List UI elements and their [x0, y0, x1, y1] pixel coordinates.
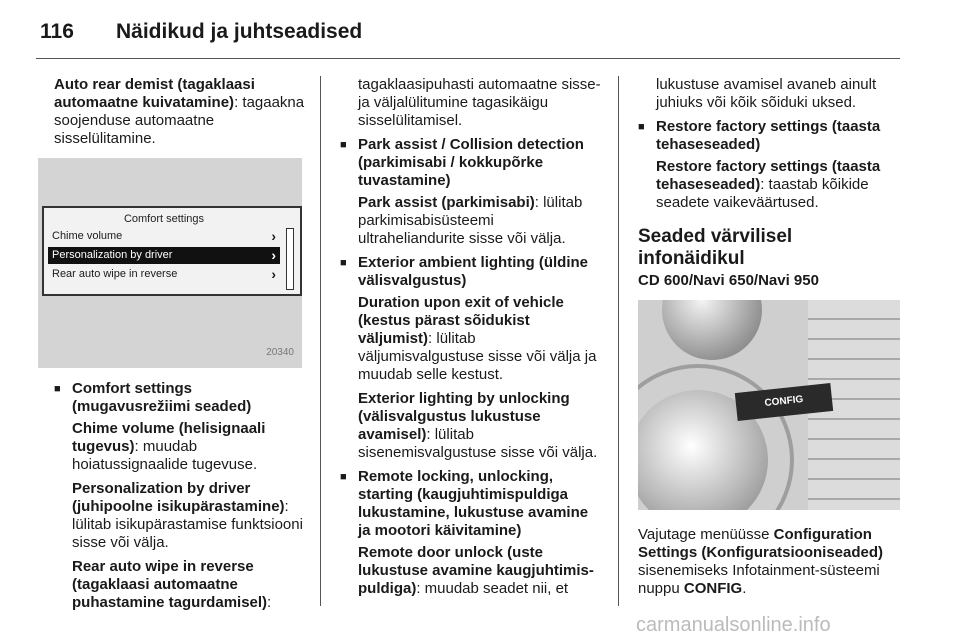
column-divider [618, 76, 619, 606]
scrollbar [286, 228, 294, 290]
remote-locking-bullet: ■ Remote locking, unlocking, starting (kaugjuhtimispuldiga lukustamine, lukustuse avamine ja mootori käivitamine) [340, 468, 602, 540]
restore-factory-item [638, 158, 900, 212]
page-number: 116 [40, 20, 74, 43]
restore-factory-bullet: ■ Restore factory settings (taasta tehaseseaded) [638, 118, 900, 154]
para-bold: Configuration Settings (Konfiguratsiooniseaded) [638, 526, 884, 561]
item-title: Chime volume (helisignaali tugevus) [72, 420, 266, 455]
rear-wipe-item [54, 558, 310, 612]
para-bold: CONFIG [683, 580, 743, 597]
column-1 [54, 76, 310, 618]
menu-row-label: Chime volume [52, 230, 123, 242]
chime-volume-item [54, 420, 310, 474]
item-text: : lülitab parkimisabisüsteemi ultraheliandurite sisse või välja. [358, 194, 583, 247]
screen-title: Comfort settings [123, 213, 205, 225]
knob-ring [638, 364, 794, 510]
item-text: : muudab seadet nii, et [416, 580, 569, 597]
unlock-lighting-item [340, 390, 602, 462]
chevron-right-icon: › [271, 266, 276, 282]
top-knob [662, 300, 762, 360]
menu-row-chime[interactable] [48, 228, 280, 245]
intro-paragraph [54, 76, 310, 148]
column-divider [320, 76, 321, 606]
item-text: : [267, 594, 272, 611]
menu-row-label: Personalization by driver [52, 249, 173, 261]
chevron-right-icon: › [271, 247, 276, 263]
section-subheading: CD 600/Navi 650/Navi 950 [638, 272, 819, 289]
park-assist-item [340, 194, 602, 248]
item-text: : lülitab isikupärastamise funktsiooni sisse või välja. [72, 498, 303, 551]
item-title: Personalization by driver (juhipoolne isikupärastamine) [72, 480, 285, 515]
comfort-settings-figure [38, 158, 302, 368]
exterior-lighting-bullet: ■ Exterior ambient lighting (üldine välisvalgustus) [340, 254, 602, 290]
column-2 [340, 76, 602, 604]
display-screen [42, 206, 302, 296]
para-text: sisenemiseks Infotainment-süsteemi nuppu [638, 562, 880, 597]
figure-code: 20340 [266, 347, 294, 358]
comfort-settings-bullet: ■ Comfort settings (mugavusrežiimi seaded) [54, 380, 310, 416]
watermark: carmanualsonline.info [636, 614, 831, 636]
chevron-right-icon: › [271, 228, 276, 244]
section-heading: Seaded värvilisel infonäidikul [638, 226, 793, 269]
config-button[interactable]: CONFIG [735, 383, 833, 421]
para-text: Vajutage menüüsse [638, 526, 774, 543]
item-text: : lülitab sisenemisvalgustuse sisse või välja. [358, 426, 598, 461]
header-rule [36, 58, 900, 59]
continued-text: lukustuse avamisel avaneb ainult juhiuks või kõik sõiduki uksed. [656, 76, 877, 111]
item-text: : muudab hoiatussignaalide tugevuse. [72, 438, 258, 473]
menu-row-rear-wipe[interactable] [48, 266, 280, 283]
item-title: Exterior lighting by unlocking (välisvalgustus lukustuse avamisel) [358, 390, 570, 443]
item-title: Remote door unlock (uste lukustuse avamine kaugjuhtimis-puldiga) [358, 544, 594, 597]
item-title: Park assist (parkimisabi) [358, 194, 535, 211]
menu-row-personalization[interactable] [48, 247, 280, 264]
para-text: . [742, 580, 747, 597]
item-title: Restore factory settings (taasta tehaseseaded) [656, 158, 881, 193]
config-button-figure [638, 300, 900, 510]
column-3 [638, 76, 900, 604]
item-title: Rear auto wipe in reverse (tagaklaasi automaatne puhastamine tagurdamisel) [72, 558, 268, 611]
remote-unlock-item [340, 544, 602, 598]
personalization-item [54, 480, 310, 552]
item-text: : taastab kõikide seadete vaikeväärtused. [656, 176, 869, 211]
page-title: Näidikud ja juhtseadised [116, 20, 363, 43]
park-assist-bullet: ■ Park assist / Collision detection (parkimisabi / kokkupõrke tuvastamine) [340, 136, 602, 190]
page-header [18, 6, 940, 54]
menu-row-label: Rear auto wipe in reverse [52, 268, 178, 280]
auto-rear-demist-text: : tagaakna soojenduse automaatne sisselülitamine. [54, 94, 305, 147]
item-text: : lülitab väljumisvalgustuse sisse või välja ja muudab selle kestust. [358, 330, 597, 383]
item-title: Duration upon exit of vehicle (kestus pärast sõidukist väljumist) [358, 294, 564, 347]
exit-duration-item [340, 294, 602, 384]
continued-text: tagaklaasipuhasti automaatne sisse- ja väljalülitumine tagasikäigu sisselülitamisel. [358, 76, 601, 129]
auto-rear-demist-title: Auto rear demist (tagaklaasi automaatne kuivatamine) [54, 76, 255, 111]
config-paragraph [638, 526, 900, 598]
